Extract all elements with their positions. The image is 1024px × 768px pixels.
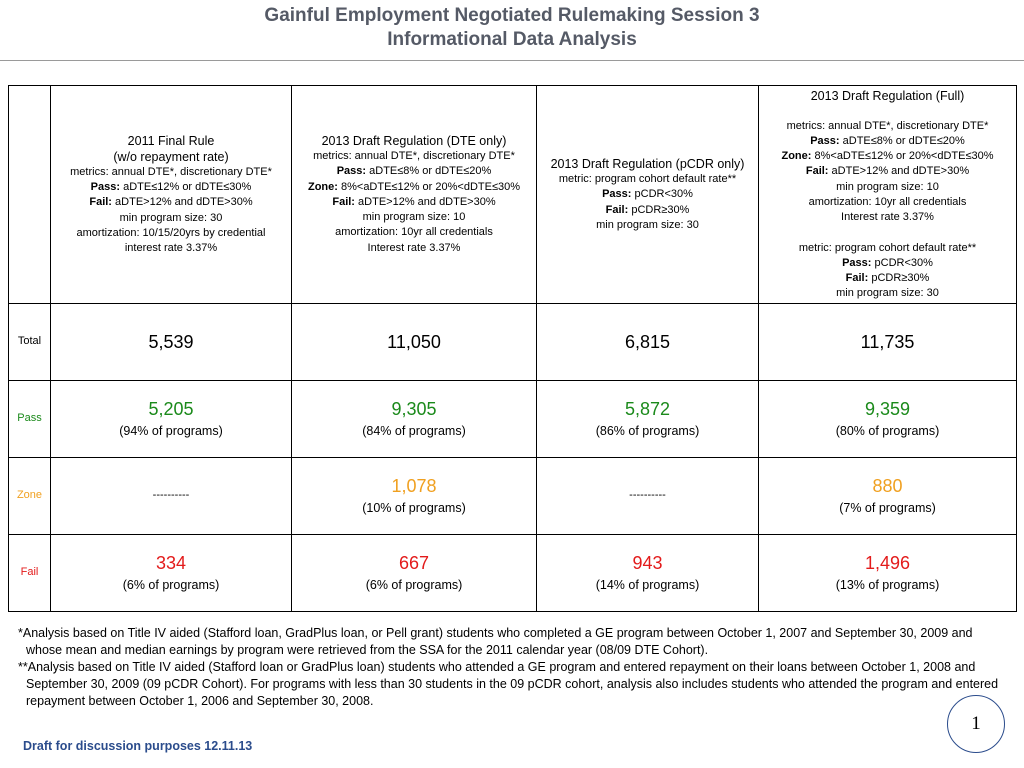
fail-value: 334 [155, 553, 187, 573]
zone-cell-empty [537, 458, 759, 535]
header-line [295, 241, 533, 256]
header-text: amortization: 10yr all credentials [808, 195, 967, 208]
header-text: min program size: 10 [362, 211, 466, 224]
header-line [54, 133, 288, 149]
header-line [295, 149, 533, 164]
header-2011-final-rule [51, 86, 292, 304]
pass-cell [537, 381, 759, 458]
header-keyword: Fail: [89, 196, 112, 209]
zone-row [9, 458, 1017, 535]
pass-cell [292, 381, 537, 458]
header-text: pCDR<30% [631, 188, 693, 201]
footnote-dte: *Analysis based on Title IV aided (Stafford loan, GradPlus loan, or Pell grant) students who completed a GE program between October 1, 2007 and September 30, 2009 and whose mean and median earnings by program were retrieved from the SSA for the 2011 calendar year (08/09 DTE Cohort). [18, 626, 973, 657]
draft-notice: Draft for discussion purposes 12.11.13 [23, 739, 253, 753]
footnotes [18, 625, 1008, 710]
total-cell [292, 304, 537, 381]
fail-cell [292, 535, 537, 612]
header-text: aDTE>12% and dDTE>30% [354, 195, 496, 208]
header-keyword: Pass: [842, 256, 872, 269]
header-text: min program size: 10 [836, 180, 939, 193]
title-line-1: Gainful Employment Negotiated Rulemaking Session 3 [264, 5, 760, 26]
header-text: 2013 Draft Regulation (Full) [810, 88, 965, 103]
total-cell [51, 304, 292, 381]
zone-dashes: ---------- [629, 489, 666, 502]
header-2013-dte-only [292, 86, 537, 304]
header-2013-full [759, 86, 1017, 304]
header-text: min program size: 30 [119, 211, 223, 224]
header-line [540, 203, 755, 218]
header-text: pCDR≥30% [868, 271, 930, 284]
header-line [762, 88, 1013, 104]
header-keyword: Pass: [336, 165, 367, 178]
header-text: Interest rate 3.37% [841, 211, 934, 224]
header-keyword: Pass: [810, 135, 840, 148]
pass-cell [759, 381, 1017, 458]
header-text: 2013 Draft Regulation (DTE only) [321, 134, 507, 149]
fail-cell [537, 535, 759, 612]
header-text: 2011 Final Rule [127, 133, 215, 148]
header-line [762, 225, 1013, 240]
header-line [540, 187, 755, 202]
total-value: 11,050 [387, 332, 441, 352]
page-number: 1 [947, 695, 1005, 753]
slide-title [0, 4, 1024, 52]
fail-percent: (14% of programs) [595, 578, 700, 592]
header-text: pCDR<30% [871, 256, 933, 269]
header-line [762, 104, 1013, 119]
zone-dashes: ---------- [152, 489, 190, 502]
header-text: aDTE≤8% or dDTE≤20% [839, 135, 965, 148]
zone-percent: (10% of programs) [362, 501, 466, 515]
header-line [762, 180, 1013, 195]
zone-cell [292, 458, 537, 535]
header-line [762, 149, 1013, 164]
total-cell [537, 304, 759, 381]
header-line [762, 210, 1013, 225]
header-line [295, 133, 533, 149]
pass-cell [51, 381, 292, 458]
header-text: amortization: 10/15/20yrs by credential [76, 226, 266, 239]
pass-row [9, 381, 1017, 458]
header-line [295, 180, 533, 195]
pass-value: 5,872 [624, 399, 671, 419]
header-line [295, 164, 533, 179]
footnote-pcdr: **Analysis based on Title IV aided (Stafford loan or GradPlus loan) students who attended a GE program and entered repayment on their loans between October 1, 2008 and September 30, 2009 (09 pCDR Cohort). For programs with less than 30 students in the 09 pCDR cohort, analysis also includes students who attended the program and entered repayment between October 1, 2006 and September 30, 2008. [18, 660, 999, 708]
header-keyword: Fail: [845, 271, 869, 284]
header-line [540, 218, 755, 233]
zone-cell [759, 458, 1017, 535]
header-2013-pcdr-only [537, 86, 759, 304]
total-value: 6,815 [624, 332, 671, 352]
header-corner-cell [9, 86, 51, 304]
header-line [54, 226, 288, 241]
pass-percent: (84% of programs) [362, 424, 466, 438]
header-line [762, 195, 1013, 210]
header-text: metrics: annual DTE*, discretionary DTE* [313, 150, 515, 163]
header-line [295, 210, 533, 225]
header-line [540, 172, 755, 187]
total-row [9, 304, 1017, 381]
pass-value: 5,205 [148, 399, 194, 419]
header-keyword: Fail: [605, 203, 629, 216]
header-line [54, 180, 288, 195]
header-text: aDTE>12% and dDTE>30% [111, 196, 253, 209]
title-line-2: Informational Data Analysis [387, 29, 637, 50]
row-label-fail: Fail [9, 535, 51, 612]
pass-percent: (80% of programs) [835, 424, 940, 438]
fail-percent: (6% of programs) [365, 578, 463, 592]
row-label-pass: Pass [9, 381, 51, 458]
header-text: (w/o repayment rate) [113, 149, 229, 164]
total-cell [759, 304, 1017, 381]
header-line [762, 134, 1013, 149]
header-text: aDTE>12% and dDTE>30% [828, 165, 970, 178]
header-text: interest rate 3.37% [124, 241, 218, 254]
header-keyword: Fail: [332, 195, 355, 208]
header-line [54, 211, 288, 226]
header-keyword: Zone: [781, 150, 812, 163]
header-text: amortization: 10yr all credentials [335, 226, 493, 239]
header-line [762, 271, 1013, 286]
header-row [9, 86, 1017, 304]
fail-percent: (13% of programs) [835, 578, 940, 592]
header-text: pCDR≥30% [628, 203, 690, 216]
fail-cell [51, 535, 292, 612]
pass-percent: (94% of programs) [119, 424, 223, 438]
header-text: min program size: 30 [596, 218, 699, 231]
header-line [54, 241, 288, 256]
fail-cell [759, 535, 1017, 612]
row-label-zone: Zone [9, 458, 51, 535]
fail-value: 667 [398, 553, 430, 573]
header-line [54, 195, 288, 210]
header-line [762, 286, 1013, 301]
header-text: min program size: 30 [836, 287, 939, 300]
zone-cell-empty [51, 458, 292, 535]
header-line [54, 165, 288, 180]
fail-value: 943 [632, 553, 663, 573]
header-text: aDTE≤8% or dDTE≤20% [366, 165, 492, 178]
header-line [762, 256, 1013, 271]
header-text: 8%<aDTE≤12% or 20%<dDTE≤30% [811, 150, 994, 163]
results-table [8, 85, 1017, 612]
header-line [762, 119, 1013, 134]
header-text: aDTE≤12% or dDTE≤30% [120, 181, 252, 194]
header-keyword: Zone: [307, 180, 338, 193]
header-line [540, 156, 755, 172]
header-text: 8%<aDTE≤12% or 20%<dDTE≤30% [337, 180, 520, 193]
pass-value: 9,359 [864, 399, 911, 419]
header-keyword: Pass: [602, 188, 632, 201]
header-line [762, 241, 1013, 256]
header-keyword: Pass: [90, 181, 121, 194]
header-text: 2013 Draft Regulation (pCDR only) [550, 157, 745, 172]
fail-percent: (6% of programs) [122, 578, 220, 592]
header-keyword: Fail: [805, 165, 829, 178]
header-line [762, 164, 1013, 179]
header-line [295, 225, 533, 240]
pass-value: 9,305 [391, 399, 437, 419]
total-value: 11,735 [860, 332, 915, 352]
header-text: metrics: annual DTE*, discretionary DTE* [786, 119, 989, 132]
header-line [295, 195, 533, 210]
zone-value: 1,078 [391, 476, 437, 496]
header-text: metric: program cohort default rate** [798, 241, 977, 254]
fail-value: 1,496 [864, 553, 911, 573]
title-divider [0, 60, 1024, 61]
fail-row [9, 535, 1017, 612]
pass-percent: (86% of programs) [595, 424, 700, 438]
zone-value: 880 [872, 476, 903, 496]
header-text: metric: program cohort default rate** [558, 173, 737, 186]
header-text: Interest rate 3.37% [367, 241, 461, 254]
header-text: metrics: annual DTE*, discretionary DTE* [70, 165, 272, 178]
header-line [54, 149, 288, 165]
total-value: 5,539 [148, 332, 194, 352]
zone-percent: (7% of programs) [839, 501, 936, 515]
row-label-total: Total [9, 304, 51, 381]
